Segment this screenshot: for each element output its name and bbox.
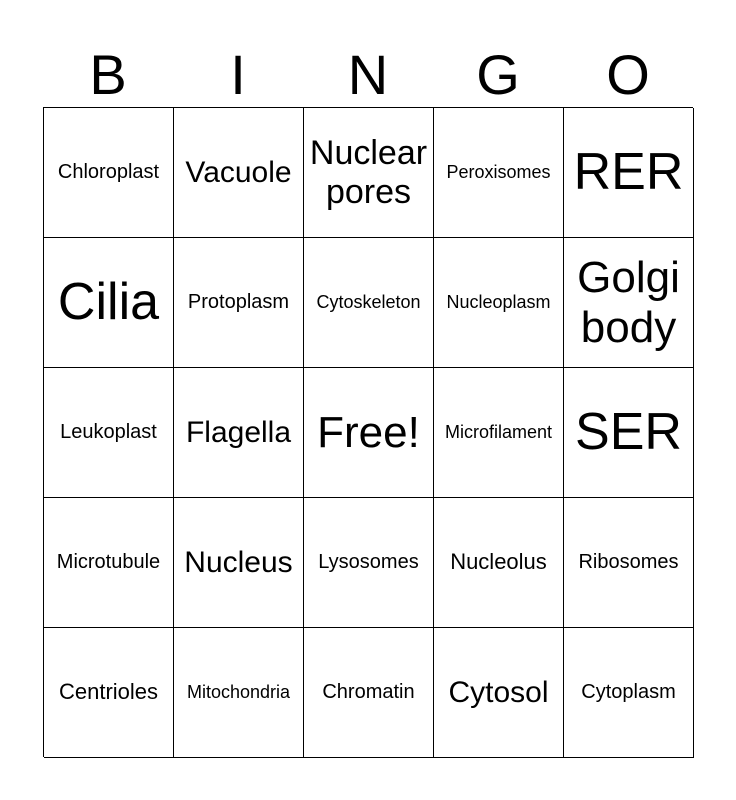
bingo-cell[interactable] (44, 108, 174, 238)
cell-label: RER (573, 143, 684, 202)
bingo-cell[interactable] (174, 238, 304, 368)
header-letter-b: B (89, 43, 127, 106)
bingo-cell[interactable] (44, 368, 174, 498)
bingo-cell[interactable] (174, 108, 304, 238)
header-letter-g: G (476, 43, 520, 106)
cell-label: Leukoplast (60, 421, 157, 444)
bingo-cell[interactable] (304, 108, 434, 238)
cell-label: Nuclear pores (309, 134, 428, 211)
bingo-board (43, 107, 693, 757)
bingo-cell[interactable] (174, 628, 304, 758)
bingo-header (43, 44, 693, 106)
cell-label: Chromatin (322, 681, 415, 704)
cell-label: Peroxisomes (446, 162, 551, 183)
cell-label: Centrioles (58, 679, 159, 705)
bingo-cell[interactable] (174, 368, 304, 498)
cell-label: Microfilament (444, 422, 553, 443)
header-letter-n: N (347, 43, 389, 106)
bingo-cell[interactable] (564, 238, 694, 368)
bingo-cell[interactable] (434, 628, 564, 758)
cell-label: Mitochondria (186, 682, 291, 703)
bingo-cell[interactable] (434, 368, 564, 498)
cell-label: Flagella (185, 415, 292, 449)
bingo-cell[interactable] (44, 238, 174, 368)
cell-label: Ribosomes (578, 551, 679, 574)
bingo-cell[interactable] (564, 108, 694, 238)
cell-label: Golgi body (577, 253, 680, 352)
cell-label: Nucleus (184, 545, 293, 579)
cell-label: Lysosomes (318, 551, 419, 574)
cell-label: SER (575, 403, 682, 462)
header-letter-i: I (230, 43, 246, 106)
free-space-cell[interactable] (304, 368, 434, 498)
cell-label: Microtubule (56, 551, 161, 574)
free-space-label: Free! (317, 407, 420, 457)
bingo-cell[interactable] (434, 498, 564, 628)
cell-label: Chloroplast (57, 161, 160, 184)
cell-label: Cytosol (448, 675, 549, 709)
bingo-cell[interactable] (564, 368, 694, 498)
cell-label: Protoplasm (187, 291, 290, 314)
bingo-cell[interactable] (564, 628, 694, 758)
bingo-cell[interactable] (434, 238, 564, 368)
cell-label: Cilia (57, 273, 160, 332)
cell-label: Vacuole (185, 155, 292, 189)
bingo-cell[interactable] (304, 628, 434, 758)
cell-label: Nucleoplasm (446, 292, 551, 313)
cell-label: Cytoplasm (581, 681, 676, 704)
cell-label: Cytoskeleton (316, 292, 421, 313)
bingo-cell[interactable] (434, 108, 564, 238)
cell-label: Nucleolus (450, 549, 547, 575)
bingo-cell[interactable] (304, 498, 434, 628)
bingo-cell[interactable] (564, 498, 694, 628)
bingo-cell[interactable] (174, 498, 304, 628)
bingo-cell[interactable] (44, 498, 174, 628)
header-letter-o: O (606, 43, 650, 106)
bingo-cell[interactable] (44, 628, 174, 758)
bingo-cell[interactable] (304, 238, 434, 368)
